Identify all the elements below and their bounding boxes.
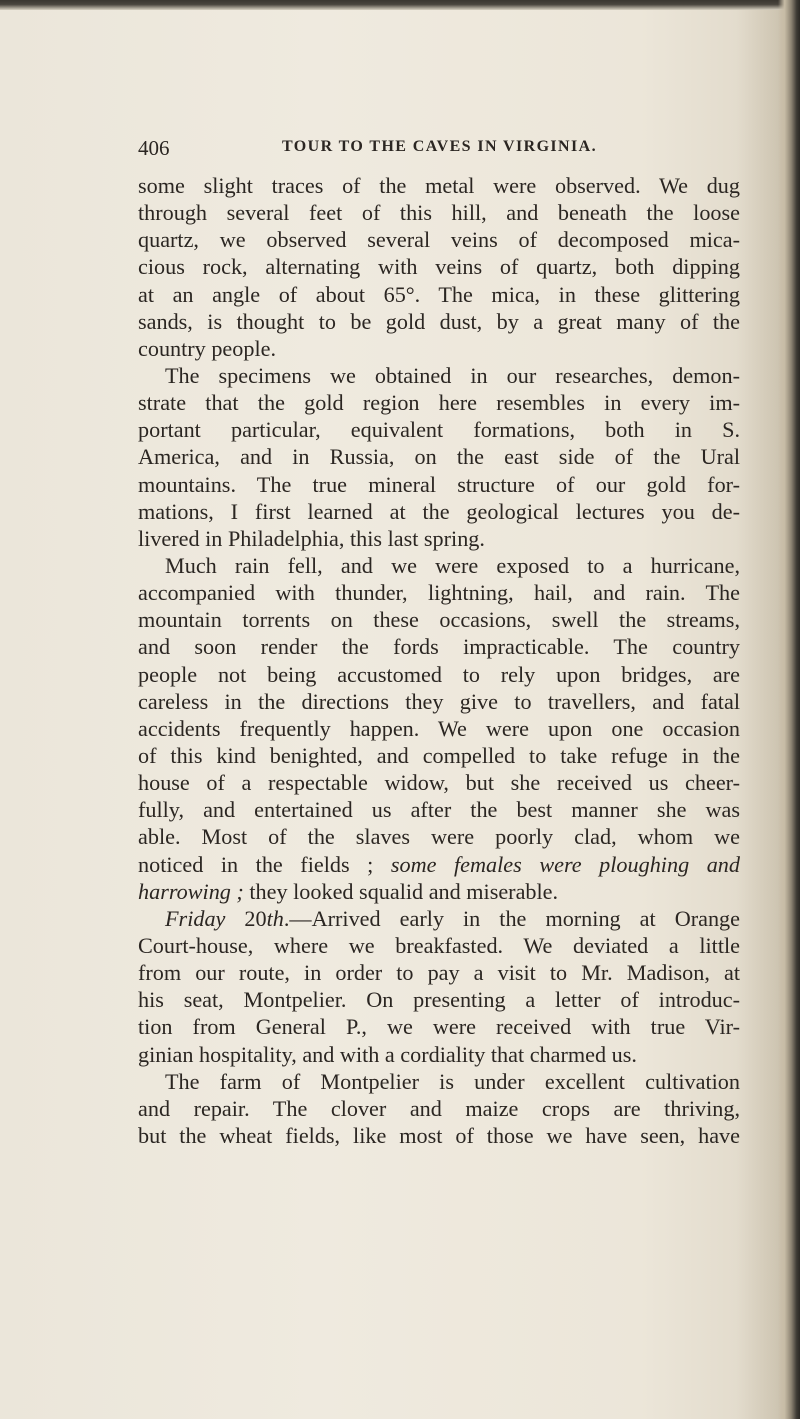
page-number: 406 xyxy=(138,136,170,160)
text-line: sands, is thought to be gold dust, by a great many of the xyxy=(138,308,740,334)
text-line: cious rock, alternating with veins of quartz, both dipping xyxy=(138,254,740,280)
text-line: America, and in Russia, on the east side of the Ural xyxy=(138,444,740,470)
running-title: TOUR TO THE CAVES IN VIRGINIA. xyxy=(282,138,597,155)
text-line: portant particular, equivalent formations, both in S. xyxy=(138,417,740,443)
text-line: house of a respectable widow, but she received us cheer- xyxy=(138,770,740,796)
text-line: able. Most of the slaves were poorly clad, whom we xyxy=(138,824,740,850)
text-line: ginian hospitality, and with a cordiality that charmed us. xyxy=(138,1041,637,1067)
text-line: The farm of Montpelier is under excellent cultivation xyxy=(165,1068,740,1094)
text-run: noticed in the fields ; xyxy=(138,851,391,877)
text-line xyxy=(138,851,740,878)
body-text xyxy=(138,172,740,1149)
text-line: Court-house, where we breakfasted. We deviated a little xyxy=(138,932,740,958)
text-line: fully, and entertained us after the best manner she was xyxy=(138,797,740,823)
text-line: mountains. The true mineral structure of our gold for- xyxy=(138,471,740,497)
text-line: and repair. The clover and maize crops are thriving, xyxy=(138,1095,740,1121)
running-head xyxy=(138,132,638,162)
text-line: some slight traces of the metal were observed. We dug xyxy=(138,173,740,198)
text-run: 20 xyxy=(225,905,267,931)
text-line: through several feet of this hill, and beneath the loose xyxy=(138,200,740,226)
text-line: livered in Philadelphia, this last spring. xyxy=(138,525,485,551)
text-line: people not being accustomed to rely upon bridges, are xyxy=(138,661,740,687)
text-line: mations, I first learned at the geological lectures you de- xyxy=(138,498,740,524)
italic-run: th xyxy=(266,905,284,931)
text-line: The specimens we obtained in our researches, demon- xyxy=(165,362,740,388)
text-line: of this kind benighted, and compelled to take refuge in the xyxy=(138,742,740,768)
text-line: quartz, we observed several veins of decomposed mica- xyxy=(138,227,740,253)
text-run: they looked squalid and miserable. xyxy=(243,878,559,904)
italic-run: harrowing ; xyxy=(138,878,244,904)
page-top-edge xyxy=(0,0,800,10)
text-line: accidents frequently happen. We were upon one occasion xyxy=(138,715,740,741)
text-line: his seat, Montpelier. On presenting a letter of introduc- xyxy=(138,987,740,1013)
text-line: from our route, in order to pay a visit to Mr. Madison, at xyxy=(138,960,740,986)
text-line: tion from General P., we were received with true Vir- xyxy=(138,1014,740,1040)
text-line: Much rain fell, and we were exposed to a hurricane, xyxy=(165,552,740,578)
text-line: and soon render the fords impracticable. The country xyxy=(138,634,740,660)
text-line xyxy=(138,878,740,905)
text-line: at an angle of about 65°. The mica, in these glittering xyxy=(138,281,740,307)
text-line: mountain torrents on these occasions, swell the streams, xyxy=(138,607,740,633)
text-line: strate that the gold region here resembles in every im- xyxy=(138,390,740,416)
italic-run: some females were ploughing and xyxy=(390,851,740,877)
italic-run: Friday xyxy=(165,905,226,931)
text-line xyxy=(138,905,740,932)
book-gutter-shadow xyxy=(778,0,800,1419)
text-run: .—Arrived early in the morning at Orange xyxy=(283,905,740,931)
text-line: country people. xyxy=(138,335,277,361)
text-line: careless in the directions they give to travellers, and fatal xyxy=(138,688,740,714)
text-line: but the wheat fields, like most of those we have seen, have xyxy=(138,1122,740,1148)
text-line: accompanied with thunder, lightning, hail, and rain. The xyxy=(138,580,740,606)
